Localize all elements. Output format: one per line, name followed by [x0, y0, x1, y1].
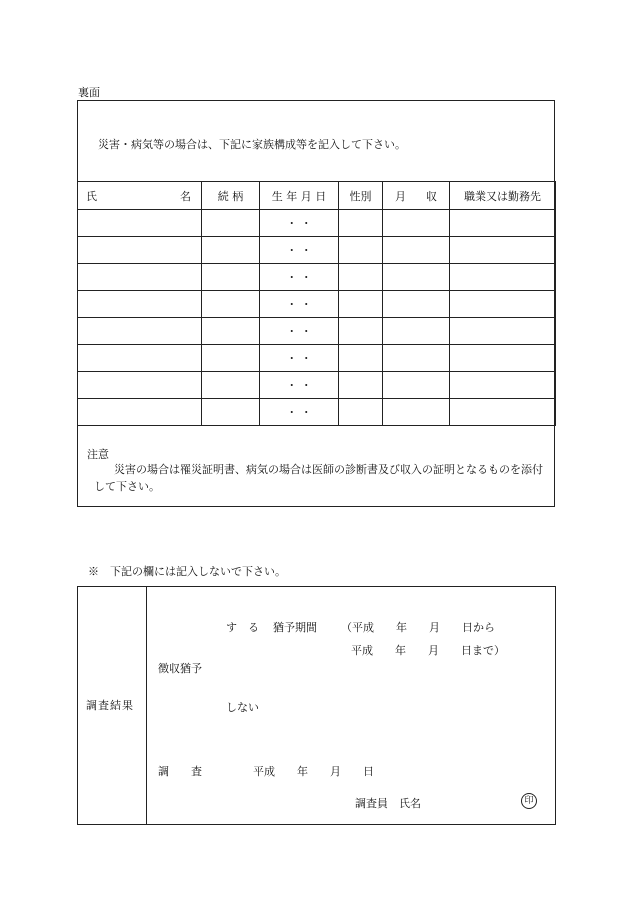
- cell-relation[interactable]: [202, 345, 260, 372]
- cell-income[interactable]: [383, 291, 450, 318]
- cell-relation[interactable]: [202, 210, 260, 237]
- cell-sex[interactable]: [339, 237, 383, 264]
- header-income-left: 月: [395, 189, 406, 203]
- cell-relation[interactable]: [202, 318, 260, 345]
- cell-name[interactable]: [78, 237, 202, 264]
- cell-sex[interactable]: [339, 318, 383, 345]
- cell-occupation[interactable]: [450, 318, 556, 345]
- cell-birthdate[interactable]: ・ ・: [260, 399, 339, 426]
- cell-relation[interactable]: [202, 291, 260, 318]
- suru-text: す る: [226, 621, 259, 634]
- cell-birthdate[interactable]: ・ ・: [260, 372, 339, 399]
- shinai-text: しない: [226, 701, 259, 714]
- yuyo-period-label: 猶予期間: [273, 621, 317, 634]
- cell-relation[interactable]: [202, 264, 260, 291]
- cell-name[interactable]: [78, 264, 202, 291]
- cell-occupation[interactable]: [450, 345, 556, 372]
- cell-name[interactable]: [78, 399, 202, 426]
- family-table: [77, 181, 556, 426]
- cell-relation[interactable]: [202, 372, 260, 399]
- header-birthdate: 生 年 月 日: [260, 182, 339, 210]
- cell-income[interactable]: [383, 399, 450, 426]
- table-row: [78, 372, 556, 399]
- table-row: [78, 210, 556, 237]
- header-sex: 性別: [339, 182, 383, 210]
- cell-sex[interactable]: [339, 372, 383, 399]
- chosa-date: 平成 年 月 日: [253, 765, 374, 778]
- choshu-yuyo-label: 徴収猶予: [158, 662, 202, 675]
- family-composition-section: [77, 100, 555, 507]
- seal-icon: 印: [521, 793, 537, 809]
- side-label: 裏面: [78, 86, 100, 99]
- cell-sex[interactable]: [339, 264, 383, 291]
- cell-sex[interactable]: [339, 291, 383, 318]
- period-from: （平成 年 月 日から: [341, 621, 495, 634]
- instruction-text: 災害・病気等の場合は、下記に家族構成等を記入して下さい。: [98, 138, 406, 151]
- cell-name[interactable]: [78, 210, 202, 237]
- table-row: [78, 291, 556, 318]
- table-row: [78, 345, 556, 372]
- cell-income[interactable]: [383, 210, 450, 237]
- cell-income[interactable]: [383, 345, 450, 372]
- cell-occupation[interactable]: [450, 399, 556, 426]
- table-row: [78, 318, 556, 345]
- cell-income[interactable]: [383, 372, 450, 399]
- table-row: [78, 399, 556, 426]
- investigator-name-label: 調査員 氏名: [355, 797, 421, 810]
- cell-income[interactable]: [383, 264, 450, 291]
- cell-name[interactable]: [78, 291, 202, 318]
- note-title: 注意: [87, 448, 109, 461]
- survey-result-section: [77, 586, 556, 825]
- cell-birthdate[interactable]: ・ ・: [260, 291, 339, 318]
- header-relation: 続 柄: [202, 182, 260, 210]
- header-occupation: 職業又は勤務先: [450, 182, 556, 210]
- cell-birthdate[interactable]: ・ ・: [260, 345, 339, 372]
- cell-relation[interactable]: [202, 399, 260, 426]
- table-header-row: [78, 182, 556, 210]
- cell-birthdate[interactable]: ・ ・: [260, 318, 339, 345]
- cell-sex[interactable]: [339, 210, 383, 237]
- cell-occupation[interactable]: [450, 264, 556, 291]
- chosa-label: 調 査: [158, 765, 202, 778]
- do-not-fill-note: ※ 下記の欄には記入しないで下さい。: [88, 565, 286, 578]
- cell-name[interactable]: [78, 345, 202, 372]
- table-row: [78, 237, 556, 264]
- header-income: [383, 182, 450, 210]
- cell-name[interactable]: [78, 372, 202, 399]
- cell-income[interactable]: [383, 237, 450, 264]
- cell-occupation[interactable]: [450, 291, 556, 318]
- column-divider: [146, 587, 147, 824]
- header-name-right: 名: [180, 189, 191, 203]
- table-row: [78, 264, 556, 291]
- cell-occupation[interactable]: [450, 372, 556, 399]
- period-to: 平成 年 月 日まで）: [351, 644, 505, 657]
- cell-relation[interactable]: [202, 237, 260, 264]
- cell-occupation[interactable]: [450, 210, 556, 237]
- cell-name[interactable]: [78, 318, 202, 345]
- cell-income[interactable]: [383, 318, 450, 345]
- cell-sex[interactable]: [339, 399, 383, 426]
- cell-occupation[interactable]: [450, 237, 556, 264]
- header-name: [78, 182, 202, 210]
- cell-sex[interactable]: [339, 345, 383, 372]
- header-name-left: 氏: [86, 189, 97, 203]
- cell-birthdate[interactable]: ・ ・: [260, 210, 339, 237]
- note-body: 災害の場合は罹災証明書、病気の場合は医師の診断書及び収入の証明となるものを添付して下さい。: [94, 463, 543, 493]
- survey-result-label: 調査結果: [86, 699, 134, 712]
- header-income-right: 収: [426, 189, 437, 203]
- cell-birthdate[interactable]: ・ ・: [260, 264, 339, 291]
- cell-birthdate[interactable]: ・ ・: [260, 237, 339, 264]
